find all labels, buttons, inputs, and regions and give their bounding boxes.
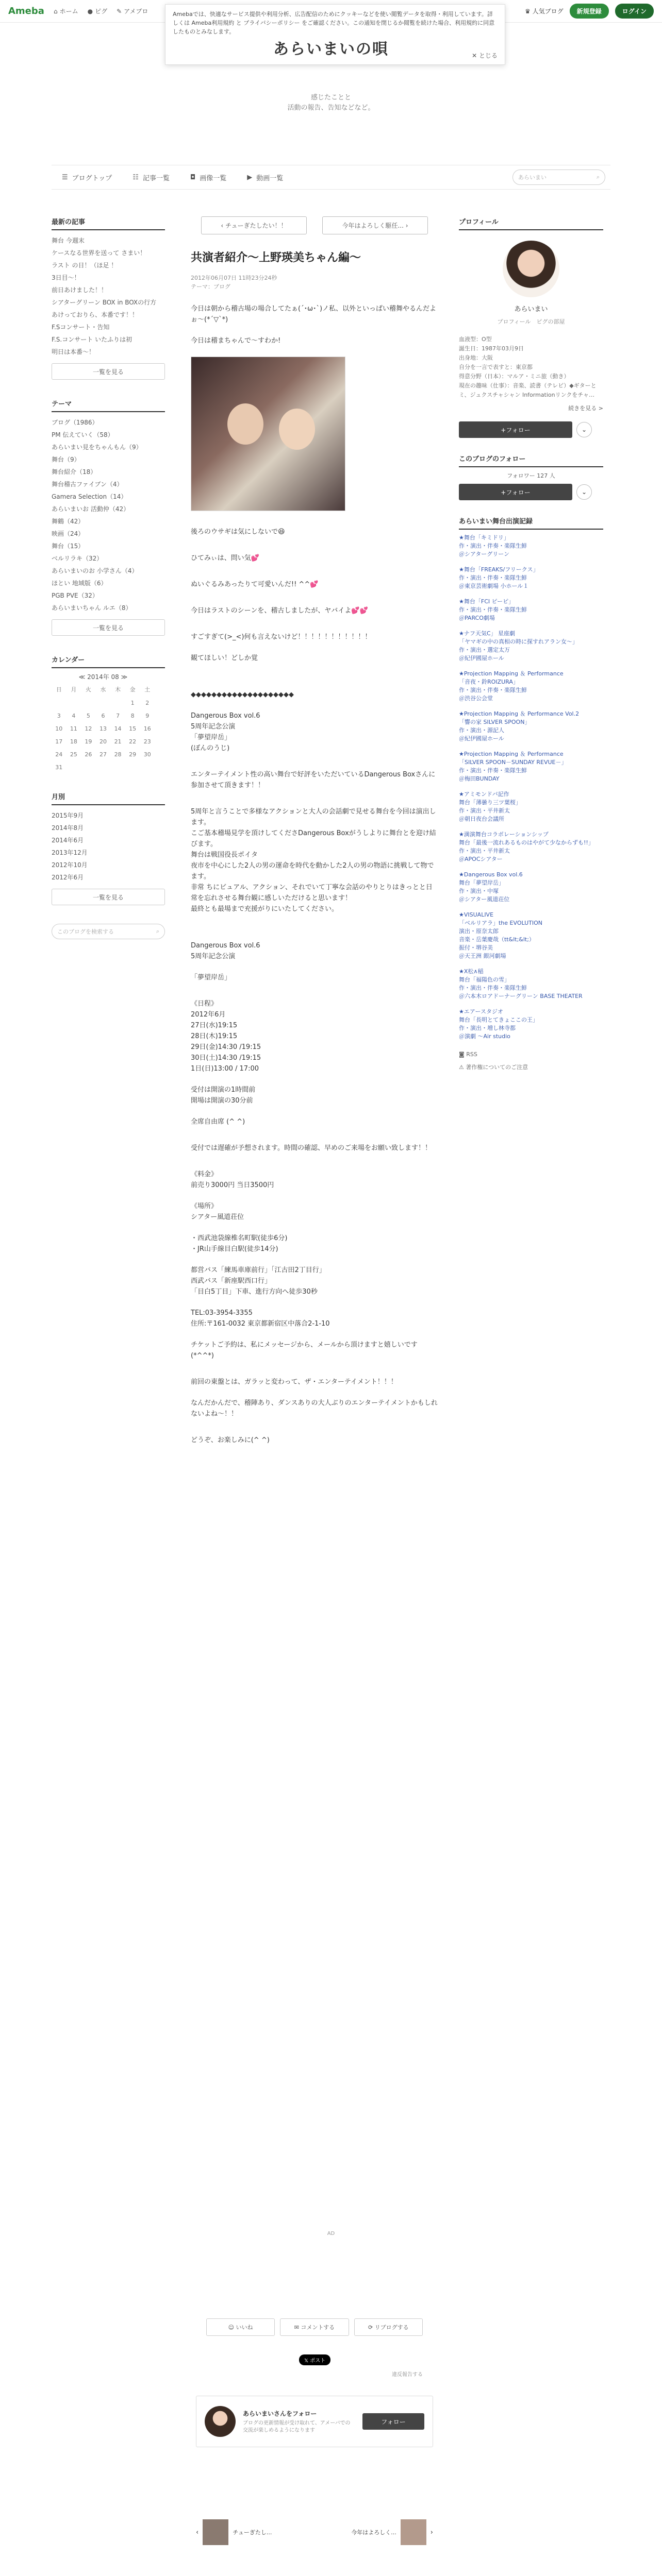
- login-button[interactable]: ログイン: [615, 4, 654, 19]
- theme-item[interactable]: 舞台紹介（18）: [52, 468, 97, 476]
- theme-item[interactable]: あらいまいちゃん ルエ（8）: [52, 604, 132, 612]
- stage-record-line: ★舞台「キミドリ」: [459, 534, 509, 541]
- calendar-weekday: 土: [144, 686, 151, 693]
- theme-list: [52, 416, 165, 614]
- ameblo-icon: ✎: [117, 7, 122, 15]
- calendar-day[interactable]: [67, 700, 81, 706]
- prev-entry-card[interactable]: ‹ チューぎたし...: [196, 2519, 272, 2545]
- theme-item[interactable]: ブログ（1986）: [52, 419, 98, 426]
- entry-paragraph: なんだかんだで、稽陣あり、ダンスありの大人ぶりのエンターテイメントかもしれないよね〜！！: [191, 1399, 438, 1418]
- stage-record-line: 「ヤマギの中の真相の時に探すれアラン女〜」: [459, 638, 578, 645]
- archive-more-button[interactable]: 一覧を見る: [52, 889, 165, 905]
- calendar-day[interactable]: 23: [143, 738, 151, 745]
- stage-record-line: ＠渋谷公会堂: [459, 695, 493, 702]
- calendar-day[interactable]: 12: [85, 725, 92, 732]
- follow-card: [196, 2396, 433, 2447]
- stage-record-item[interactable]: [459, 790, 603, 823]
- calendar-day[interactable]: 8: [130, 713, 135, 719]
- theme-item[interactable]: PM 伝えていく（58）: [52, 431, 114, 438]
- stage-record-item[interactable]: [459, 968, 603, 1001]
- calendar-day[interactable]: [96, 700, 111, 706]
- stage-record-list: [459, 534, 603, 1041]
- stage-record-line: ＠東京芸術劇場 小ホール１: [459, 583, 529, 589]
- stage-record-line: 作・演出・中塚: [459, 888, 499, 894]
- calendar-day[interactable]: 4: [72, 713, 76, 719]
- top-nav-pigg[interactable]: ● ピグ: [87, 7, 108, 15]
- entry-paragraph: 前回の東盤とは、ガラッと変わって、ザ・エンターテイメント！！！: [191, 1378, 398, 1386]
- like-button[interactable]: ☺ いいね: [206, 2318, 275, 2336]
- stage-record-line: ★VISUALIVE: [459, 911, 494, 918]
- nav-image-list[interactable]: ◘ 画像一覧: [190, 173, 227, 182]
- top-nav: [54, 7, 148, 15]
- entry-photo[interactable]: [191, 357, 345, 511]
- archive-item[interactable]: 2012年10月: [52, 861, 88, 869]
- calendar-day[interactable]: 16: [143, 725, 151, 732]
- recent-item[interactable]: 3日目〜！: [52, 274, 80, 281]
- calendar-day[interactable]: 26: [85, 751, 92, 758]
- stage-record-line: 作・演出・伴奏・楽隊生鮮: [459, 985, 527, 991]
- stage-record-line: 「SILVER SPOON－SUNDAY REVUE－」: [459, 759, 567, 766]
- stage-record-item[interactable]: [459, 831, 603, 863]
- calendar-day[interactable]: 3: [57, 713, 61, 719]
- entry-paragraph: 今日は朝から稽古場の場合してたぁ(´･ω･`)ノ私、以外といっぱい稽舞やるんだよぉ〜(*´▽`*): [191, 305, 437, 324]
- photo-person: [227, 403, 263, 445]
- stage-record-line: ★舞台「FREAKS/フリークス」: [459, 566, 539, 573]
- calendar-day[interactable]: 17: [55, 738, 63, 745]
- stage-record-line: 作・演出・増し林寺都: [459, 1025, 516, 1031]
- chevron-down-icon: ⌄: [581, 488, 587, 496]
- notice-close-button[interactable]: ✕ とじる: [472, 52, 498, 59]
- video-icon: ▶: [247, 173, 253, 181]
- calendar-weekday: 月: [71, 686, 77, 693]
- theme-item[interactable]: Gamera Selection（14）: [52, 493, 127, 500]
- copyright-link[interactable]: ⚠ 著作権についてのご注意: [459, 1064, 528, 1071]
- stage-record-line: ＠梅田BUNDAY: [459, 775, 500, 782]
- stage-record-line: 「響の家 SILVER SPOON」: [459, 719, 531, 725]
- entry-paragraph: 今日はラストのシーンを、稽古しましたが、ヤバイよ💕💕: [191, 607, 368, 615]
- top-nav-ameblo[interactable]: ✎ アメブロ: [117, 7, 148, 15]
- stage-record-line: ★満演舞台コラボレーションシップ: [459, 831, 549, 838]
- stage-record-line: ★Projection Mapping ＆ Performance: [459, 751, 564, 757]
- follow-card-button[interactable]: フォロー: [362, 2413, 424, 2430]
- comment-icon: ✉: [294, 2324, 300, 2331]
- blog-description: 感じたことと 活動の報告、告知などなど。: [287, 94, 375, 112]
- stage-record-line: 舞台「最後一流れあるものはやがて少なからずも!!」: [459, 839, 594, 846]
- stage-record-line: 作・演出・平井新太: [459, 848, 510, 854]
- stage-record-line: 作・演出・伴奏・楽隊生鮮: [459, 606, 527, 613]
- next-entry-button[interactable]: 今年はよろしく駆任... ›: [322, 216, 428, 234]
- follow-card-desc: ブログの更新情報が受け取れて、アメーバでの交流が楽しめるようになります: [243, 2420, 351, 2433]
- follow-button[interactable]: +フォロー: [459, 421, 572, 438]
- entry-paragraph: すごすぎて(>_<)何も言えないけど！！！！！！！！！！！: [191, 633, 372, 641]
- follow-card-text: [243, 2409, 355, 2434]
- reblog-button[interactable]: ⟳ リブログする: [354, 2318, 423, 2336]
- home-icon: ⌂: [53, 7, 58, 15]
- search-icon[interactable]: ⌕: [156, 928, 159, 935]
- profile-avatar[interactable]: [503, 241, 559, 297]
- stage-record-line: ★Projection Mapping ＆ Performance Vol.2: [459, 710, 580, 717]
- stage-record-line: ＠PARCO劇場: [459, 615, 495, 621]
- blog-search-input[interactable]: あらいまい ⌕: [512, 170, 605, 185]
- calendar-day[interactable]: 14: [114, 725, 122, 732]
- prev-entry-thumb: [203, 2519, 228, 2545]
- entry-paragraph: エンターテイメント性の高い舞台で好評をいただいているDangerous Boxさんに参加させて頂きます！！: [191, 771, 436, 789]
- reblog-icon: ⟳: [368, 2324, 373, 2331]
- follow-card-name: あらいまいさんをフォロー: [243, 2410, 317, 2417]
- stage-record-line: 作・演出・選定太万: [459, 647, 510, 653]
- calendar-day[interactable]: 31: [55, 764, 63, 771]
- stage-record-line: ＠演劇 ～Air studio: [459, 1033, 510, 1040]
- recent-item[interactable]: ケースなる世界を送って さまい！: [52, 249, 146, 257]
- recent-item[interactable]: F.Sコンサート・告知: [52, 324, 110, 331]
- theme-item[interactable]: PGB PVE（32）: [52, 592, 98, 599]
- entry-paragraph: ・西武池袋線椎名町駅(徒歩6分) ・JR山手線目白駅(徒歩14分): [191, 1234, 288, 1253]
- calendar-day[interactable]: 7: [116, 713, 120, 719]
- stage-record-line: 音楽・岳葉慶哉（tt&lt;&lt;）: [459, 936, 535, 943]
- theme-item[interactable]: あらいまい見をちゃんもん（9）: [52, 444, 142, 451]
- blog-title[interactable]: あらいまいの唄: [273, 40, 389, 58]
- top-nav-home[interactable]: ⌂ ホーム: [53, 7, 78, 15]
- calendar-weekday: 日: [56, 686, 62, 693]
- calendar-day[interactable]: 9: [145, 713, 150, 719]
- entry-meta: 2012年06月07日 11時23分24秒 テーマ：ブログ: [191, 275, 277, 290]
- calendar-day[interactable]: 28: [114, 751, 122, 758]
- stage-record-line: 演出・原奈太郎: [459, 928, 499, 935]
- sidebar-search-input[interactable]: このブログを検索する ⌕: [52, 924, 165, 939]
- calendar-weekday: 火: [85, 686, 91, 693]
- follow-row: [459, 421, 603, 438]
- entry-paragraph: 《場所》 シアター風道荘位: [191, 1202, 244, 1221]
- follow-card-avatar[interactable]: [205, 2406, 236, 2437]
- stage-record-line: ＠天王洲 銀河劇場: [459, 953, 506, 959]
- theme-item[interactable]: 映画（24）: [52, 530, 85, 537]
- calendar: [52, 672, 155, 771]
- rss-icon: ◙: [459, 1051, 465, 1058]
- entry-paragraph: Dangerous Box vol.6 5周年記念公演 「夢望岸岳」 (ぼんのうじ): [191, 712, 260, 752]
- stage-record-line: 作・演出・源記人: [459, 727, 504, 734]
- next-entry-card[interactable]: 今年はよろしく... ›: [351, 2519, 433, 2545]
- calendar-day[interactable]: 19: [85, 738, 92, 745]
- theme-item[interactable]: 舞台稽古ファイブン（4）: [52, 481, 123, 488]
- calendar-day[interactable]: 30: [143, 751, 151, 758]
- share-bar: [206, 2318, 423, 2336]
- entry-paragraph: 《日程》 2012年6月 27日(水)19:15 28日(木)19:15 29日(金)14:30 /19:15 30日(土)14:30 /19:15 1日(日)13:00 / 17:00: [191, 1000, 261, 1073]
- calendar-day[interactable]: 15: [129, 725, 137, 732]
- recent-item[interactable]: 明日は本番〜！: [52, 348, 95, 355]
- stage-record-line: 作・演出・伴奏・楽隊生鮮: [459, 767, 527, 774]
- stage-record-item[interactable]: [459, 750, 603, 783]
- stage-record-item[interactable]: [459, 670, 603, 703]
- stage-record-item[interactable]: [459, 1008, 603, 1041]
- entry-paragraph: TEL:03-3954-3355 住所:〒161-0032 東京都新宿区中落合2-1-10: [191, 1309, 330, 1328]
- calendar-day[interactable]: 27: [99, 751, 107, 758]
- stage-record-line: 「音夜・鈴ROIZURA」: [459, 679, 519, 685]
- entry-paragraph: ひてみぃは、問い気💕: [191, 554, 259, 562]
- recent-item[interactable]: 舞台 今週末: [52, 237, 85, 244]
- calendar-weekday: 水: [100, 686, 106, 693]
- stage-record-line: 作・演出・伴奏・楽隊生鮮: [459, 543, 527, 549]
- entry-paragraph: 今日は稽まちゃんで〜すわか!: [191, 337, 281, 345]
- calendar-day[interactable]: 2: [145, 700, 150, 706]
- calendar-day[interactable]: 13: [99, 725, 107, 732]
- stage-record-item[interactable]: [459, 534, 603, 558]
- profile-read-more[interactable]: 続きを見る >: [568, 405, 603, 412]
- pigg-icon: ●: [87, 7, 93, 15]
- archive-title: 月別: [52, 791, 165, 805]
- entry-paragraph: 全席自由席 (^ ^): [191, 1118, 245, 1126]
- stage-record-line: ＠紀伊國屋ホール: [459, 655, 504, 662]
- entry-paragraph: 受付は開演の1時間前 開場は開演の30分前: [191, 1086, 256, 1105]
- archive-item[interactable]: 2013年12月: [52, 849, 88, 856]
- calendar-grid: [52, 685, 155, 771]
- stage-record-item[interactable]: [459, 871, 603, 904]
- tweet-button[interactable]: 𝕏 ポスト: [299, 2354, 330, 2365]
- ad-label: AD: [327, 2231, 335, 2236]
- follow-title: このブログのフォロー: [459, 453, 603, 467]
- search-icon[interactable]: ⌕: [596, 174, 600, 180]
- ameba-logo[interactable]: Ameba: [8, 6, 44, 16]
- calendar-day[interactable]: 1: [130, 700, 135, 706]
- blog-navbar: [52, 165, 610, 190]
- calendar-day[interactable]: 29: [129, 751, 137, 758]
- stage-record-line: ＠シアターグリーン: [459, 551, 510, 557]
- like-icon: ☺: [228, 2324, 235, 2331]
- entry-paragraph: チケットご予約は、私にメッセージから、メールから頂けますと嬉しいです(*^^*): [191, 1341, 418, 1360]
- recent-item[interactable]: あけっておりら、本番です！！: [52, 311, 139, 318]
- profile-info: 血液型：O型 誕生日：1987年03月9日 出身地：大阪 自分を一言で表すと：東京都 得意分野（日本）：マルア・ミニ旅（動き） 現在の趣味（仕事）：音楽、読書（テレビ）◆ギターとミ、ジュクスチャシャン Informationリンクをチャ…: [459, 336, 597, 398]
- calendar-day[interactable]: [110, 700, 125, 706]
- calendar-month[interactable]: ≪ 2014年 08 ≫: [78, 673, 128, 681]
- theme-item[interactable]: 舞台（15）: [52, 543, 85, 550]
- follow-options-button[interactable]: [576, 422, 592, 437]
- calendar-day[interactable]: 10: [55, 725, 63, 732]
- chevron-down-icon: ⌄: [581, 426, 587, 433]
- stage-record-item[interactable]: [459, 630, 603, 663]
- profile-name[interactable]: あらいまい: [514, 306, 548, 313]
- stage-record-line: 作・演出・伴奏・楽隊生鮮: [459, 574, 527, 581]
- calendar-day[interactable]: 21: [114, 738, 122, 745]
- stage-record-line: 振付・堺谷美: [459, 944, 493, 951]
- calendar-day[interactable]: 25: [70, 751, 77, 758]
- recent-item[interactable]: 前日あけました！！: [52, 286, 108, 294]
- theme-more-button[interactable]: 一覧を見る: [52, 619, 165, 636]
- calendar-day[interactable]: [81, 764, 96, 771]
- calendar-weekday: 金: [129, 686, 136, 693]
- profile-title: プロフィール: [459, 216, 603, 230]
- stage-record-line: 舞台「夢望岸岳」: [459, 879, 504, 886]
- left-sidebar: [52, 216, 165, 939]
- stage-record-title: あらいまい舞台出演記録: [459, 516, 603, 530]
- archive-item[interactable]: 2014年6月: [52, 837, 84, 844]
- entry-divider: ◆◆◆◆◆◆◆◆◆◆◆◆◆◆◆◆◆◆◆◆: [191, 691, 294, 699]
- profile-links[interactable]: プロフィール ピグの部屋: [497, 318, 565, 325]
- stage-record-line: 作・演出・平井新太: [459, 807, 510, 814]
- entry-paragraph: Dangerous Box vol.6 5周年記念公演: [191, 942, 260, 960]
- entry-title[interactable]: 共演者紹介〜上野瑛美ちゃん編〜: [191, 251, 361, 264]
- stage-record-line: 舞台「福陽色の雪」: [459, 976, 510, 983]
- calendar-day[interactable]: 20: [99, 738, 107, 745]
- camera-icon: ◘: [190, 173, 196, 181]
- list-icon: ☷: [133, 173, 139, 181]
- stage-record-line: ＠紀伊國屋ホール: [459, 735, 504, 742]
- stage-record-line: ★Dangerous Box vol.6: [459, 871, 523, 878]
- prev-entry-button[interactable]: ‹ チューぎたしたい！！: [201, 216, 307, 234]
- recent-item[interactable]: F.S.コンサート いたふりは初: [52, 336, 133, 343]
- top-right: [525, 4, 654, 19]
- stage-record-item[interactable]: [459, 598, 603, 622]
- calendar-day[interactable]: 11: [70, 725, 77, 732]
- entry-pager: [191, 216, 438, 234]
- stage-record-line: ★舞台「FCI ピーピ」: [459, 598, 515, 605]
- photo-person: [279, 409, 315, 450]
- recent-list: [52, 234, 165, 358]
- follow-options-button[interactable]: [576, 484, 592, 500]
- recent-item[interactable]: シアターグリーン BOX in BOXの行方: [52, 299, 157, 306]
- crown-icon: ♛: [524, 8, 531, 15]
- main-entry: [191, 216, 438, 1456]
- theme-item[interactable]: あらいまいのお 小学さん（4）: [52, 567, 138, 574]
- calendar-day[interactable]: 5: [86, 713, 90, 719]
- calendar-day[interactable]: 6: [101, 713, 105, 719]
- stage-record-line: ＠六本木ロアドーナーグリーン BASE THEATER: [459, 993, 583, 999]
- recent-item[interactable]: ラスト の日！（ほ足 ！: [52, 262, 118, 269]
- stage-record-line: ★アミモンドバ記作: [459, 791, 509, 798]
- rss-link[interactable]: ◙ RSS: [459, 1051, 477, 1058]
- popular-blogs-link[interactable]: ♛ 人気ブログ: [524, 8, 564, 15]
- stage-record-item[interactable]: [459, 566, 603, 590]
- x-icon: 𝕏: [304, 2358, 309, 2364]
- theme-item[interactable]: あらいまいお 活動仲（42）: [52, 505, 130, 513]
- stage-record-line: ★X松∧稲: [459, 968, 484, 975]
- theme-title: テーマ: [52, 398, 165, 412]
- right-sidebar: [459, 216, 603, 1071]
- signup-button[interactable]: 新規登録: [570, 4, 609, 19]
- calendar-day[interactable]: [110, 764, 125, 771]
- stage-record-line: 舞台「長明とてきょここの王」: [459, 1016, 538, 1023]
- entry-paragraph: 受付では遅確が予想されます。時間の確認、早めのご来場をお願い致します！！: [191, 1144, 432, 1152]
- entry-paragraph: どうぞ、お楽しみに(^ ^): [191, 1436, 270, 1444]
- nav-video-list[interactable]: ▶ 動画一覧: [247, 173, 284, 182]
- calendar-day[interactable]: [52, 700, 67, 706]
- stage-record-line: ★エアースタジオ: [459, 1008, 503, 1015]
- stage-record-line: ＠APOCシアター: [459, 856, 503, 862]
- stage-record-line: ★ナフ天気C」 星座劇: [459, 630, 516, 637]
- archive-item[interactable]: 2014年8月: [52, 824, 84, 832]
- entry-nav-carousel: [196, 2514, 433, 2550]
- stage-record-line: 作・演出・伴奏・楽隊生鮮: [459, 687, 527, 693]
- follow-button[interactable]: +フォロー: [459, 484, 572, 500]
- follow-row: [459, 484, 603, 500]
- calendar-weekday: 木: [115, 686, 121, 693]
- theme-item[interactable]: 舞鶴（42）: [52, 518, 85, 525]
- theme-item[interactable]: 舞台（9）: [52, 456, 80, 463]
- archive-item[interactable]: 2015年9月: [52, 812, 84, 819]
- calendar-day[interactable]: 22: [129, 738, 137, 745]
- notice-text: Amebaでは、快適なサービス提供や利用分析、広告配信のためにクッキーなどを使い閲覧データを取得・利用しています。詳しくは Ameba利用規約 と プライバシーポリシー をご確認ください。この通知を閉じるか閲覧を続けた場合、利用規約に同意したものとみなします。: [173, 11, 495, 35]
- entry-paragraph: 後ろのウサギは気にしないで😆: [191, 528, 285, 536]
- entry-paragraph: ぬいぐるみあったりて可愛いんだ!! ^^💕: [191, 581, 319, 588]
- calendar-day[interactable]: [67, 764, 81, 771]
- warning-icon: ⚠: [459, 1064, 464, 1071]
- recent-more-button[interactable]: 一覧を見る: [52, 363, 165, 380]
- entry-paragraph: 観てほしい！どしか覚: [191, 654, 258, 662]
- calendar-day[interactable]: [81, 700, 96, 706]
- calendar-day[interactable]: 18: [70, 738, 77, 745]
- stage-record-line: 舞台「薄曇り三ツ葉桜」: [459, 799, 521, 806]
- calendar-day[interactable]: [96, 764, 111, 771]
- entry-paragraph: 5周年と言うことで多様なアクションと大人の会話劇で見せる舞台を今回は演出します。 こご基本稽場見学を頂けしてくださDangerous Boxがうしよりに舞台とを迎け結びます。 舞台は戦国役長ポイタ 夜市を中心にした2人の男の運命を時代を動かした2人の男の物語に挑戦して物でます。 非常 ちにビュアル、アクション、それでいて丁寧な会話のやりとりはきっとと日常を忘れさせる舞台観に感しいただけると思います！ 最終とも最場まで充援がりにいたしてください。: [191, 808, 436, 913]
- recent-title: 最新の記事: [52, 216, 165, 230]
- chevron-right-icon: ›: [430, 2528, 433, 2536]
- theme-item[interactable]: ほとい 地域版（6）: [52, 580, 107, 587]
- follower-count[interactable]: フォロワー 127 人: [507, 472, 555, 479]
- theme-item[interactable]: ベルリラキ（32）: [52, 555, 103, 562]
- home-icon: ☰: [62, 173, 68, 181]
- archive-list: [52, 809, 165, 884]
- stage-record-line: ★Projection Mapping ＆ Performance: [459, 670, 564, 677]
- chevron-left-icon: ‹: [196, 2528, 199, 2536]
- nav-blog-top[interactable]: ☰ ブログトップ: [62, 173, 112, 182]
- calendar-title: カレンダー: [52, 654, 165, 668]
- nav-entry-list[interactable]: ☷ 記事一覧: [133, 173, 170, 182]
- comment-button[interactable]: ✉ コメントする: [280, 2318, 349, 2336]
- stage-record-line: ＠朝日夜台会議所: [459, 816, 504, 822]
- archive-item[interactable]: 2012年6月: [52, 874, 84, 881]
- report-link[interactable]: 違反報告する: [392, 2372, 423, 2378]
- stage-record-line: ＠シアター風道荘位: [459, 896, 510, 903]
- stage-record-line: 「ベルリアラ」the EVOLUTION: [459, 920, 542, 926]
- entry-body: [191, 303, 438, 1446]
- entry-paragraph: 「夢望岸岳」: [191, 974, 231, 981]
- entry-paragraph: 《料金》 前売り3000円 当日3500円: [191, 1171, 274, 1189]
- stage-record-item[interactable]: [459, 911, 603, 960]
- next-entry-thumb: [401, 2519, 426, 2545]
- calendar-day[interactable]: 24: [55, 751, 63, 758]
- entry-paragraph: 都営バス「練馬車庫前行」「江古田2丁目行」 西武バス「新座駅西口行」 「目白5丁目」下車、進行方向へ徒歩30秒: [191, 1266, 326, 1296]
- stage-record-item[interactable]: [459, 710, 603, 743]
